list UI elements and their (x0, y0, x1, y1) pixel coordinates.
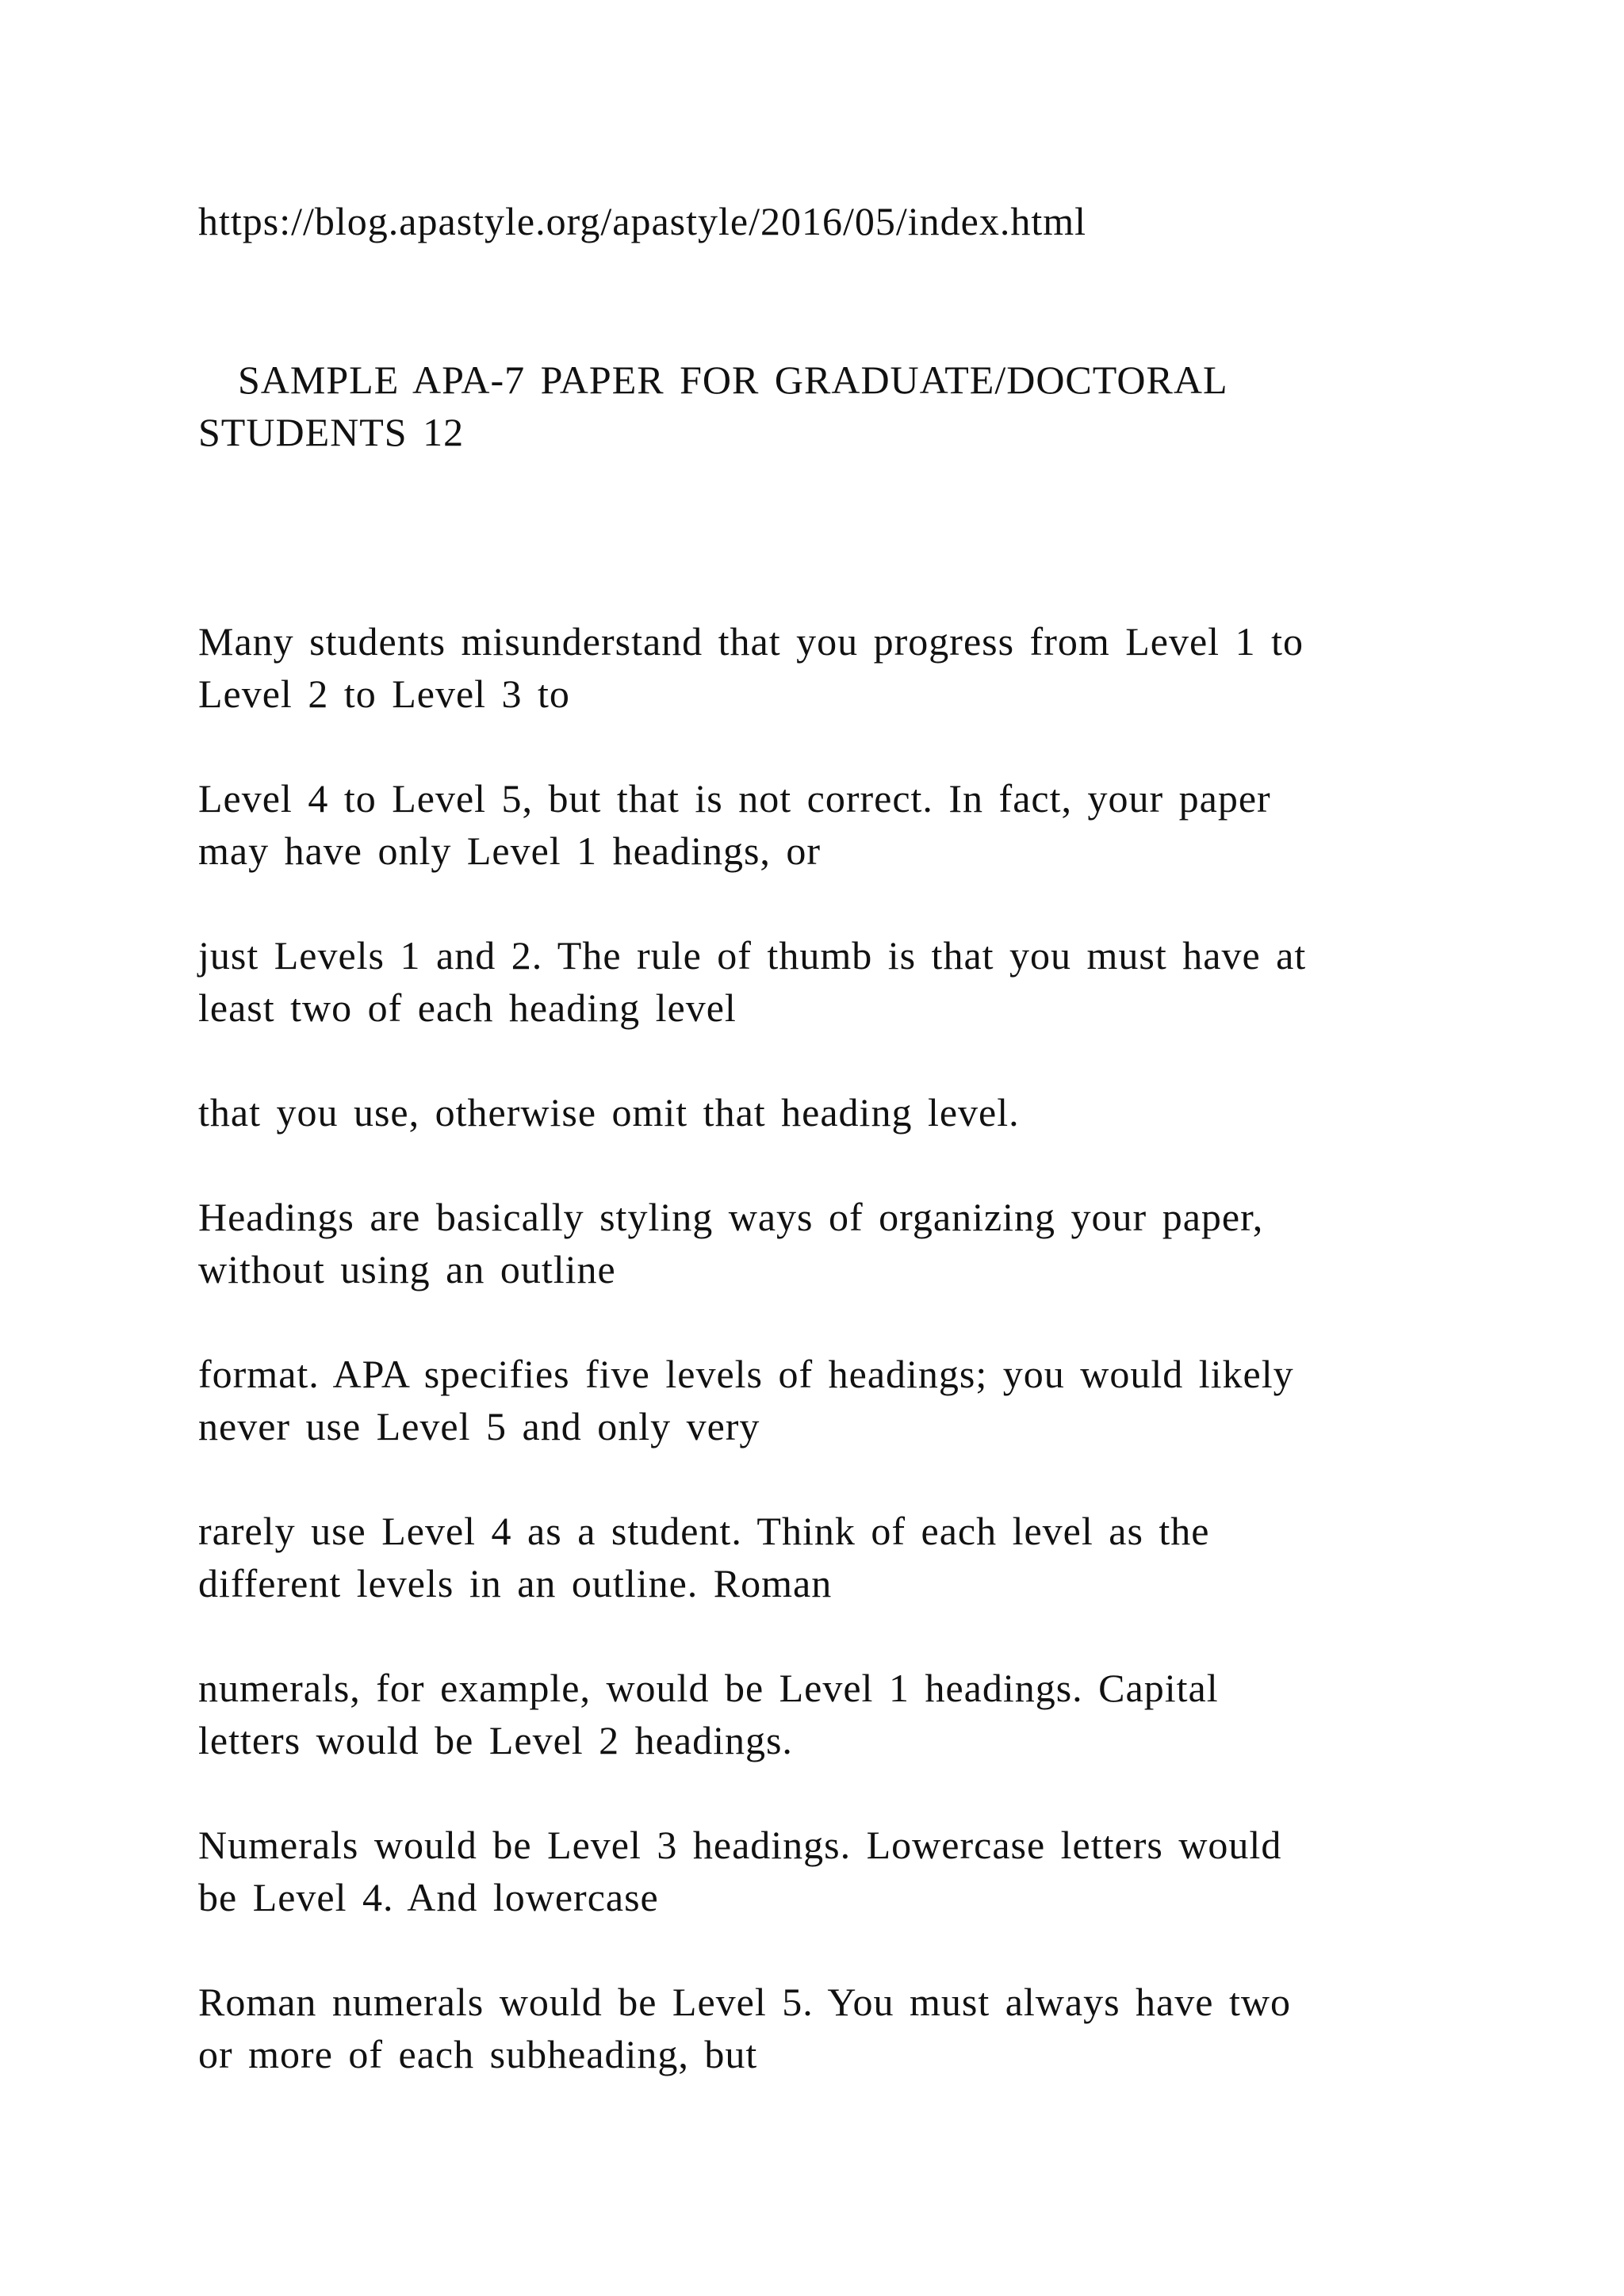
paragraph-6-line-1: format. APA specifies five levels of headings; you would likely (198, 1352, 1294, 1396)
paragraph-1-line-2: Level 2 to Level 3 to (198, 672, 570, 716)
paragraph-4-line-1: that you use, otherwise omit that heading level. (198, 1090, 1020, 1135)
paragraph-7-line-1: rarely use Level 4 as a student. Think of each level as the (198, 1509, 1210, 1553)
paragraph-6-line-2: never use Level 5 and only very (198, 1404, 760, 1448)
paragraph-2-line-2: may have only Level 1 headings, or (198, 828, 822, 873)
paragraph-3-line-1: just Levels 1 and 2. The rule of thumb is that you must have at (198, 933, 1307, 978)
running-head-line-1: SAMPLE APA-7 PAPER FOR GRADUATE/DOCTORAL (238, 358, 1228, 402)
paragraph-7-line-2: different levels in an outline. Roman (198, 1561, 833, 1605)
paragraph-9-line-2: be Level 4. And lowercase (198, 1875, 659, 1919)
source-url: https://blog.apastyle.org/apastyle/2016/05/index.html (198, 199, 1087, 243)
paragraph-8-line-1: numerals, for example, would be Level 1 headings. Capital (198, 1666, 1219, 1710)
running-head-line-2: STUDENTS 12 (198, 410, 465, 454)
paragraph-10-line-1: Roman numerals would be Level 5. You must always have two (198, 1980, 1291, 2024)
paragraph-3-line-2: least two of each heading level (198, 985, 737, 1030)
paragraph-10-line-2: or more of each subheading, but (198, 2032, 758, 2076)
paragraph-8-line-2: letters would be Level 2 headings. (198, 1718, 793, 1762)
paragraph-2-line-1: Level 4 to Level 5, but that is not correct. In fact, your paper (198, 776, 1271, 821)
paragraph-5-line-2: without using an outline (198, 1247, 616, 1292)
paragraph-9-line-1: Numerals would be Level 3 headings. Lowercase letters would (198, 1823, 1282, 1867)
paragraph-1-line-1: Many students misunderstand that you progress from Level 1 to (198, 619, 1304, 664)
paragraph-5-line-1: Headings are basically styling ways of organizing your paper, (198, 1195, 1264, 1239)
